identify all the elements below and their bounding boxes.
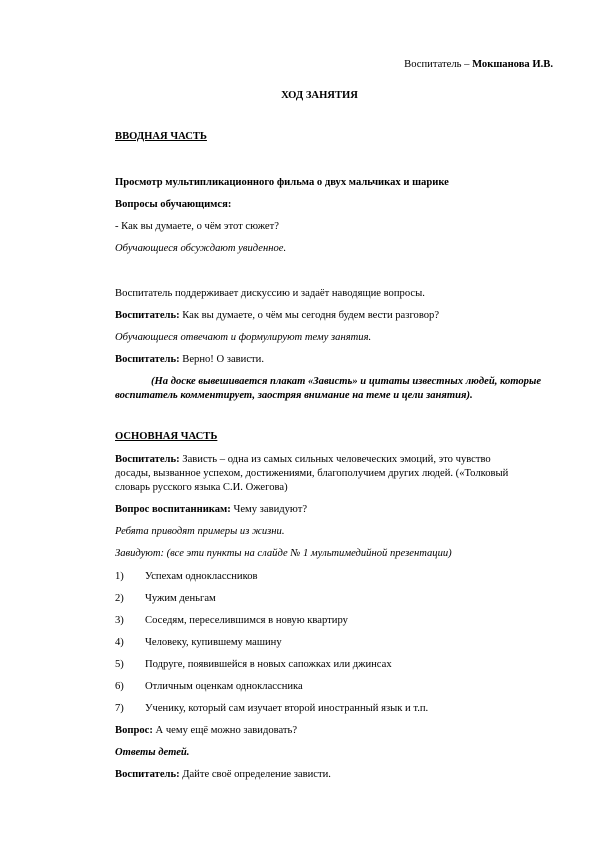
teacher-question-paragraph: [115, 309, 439, 322]
teacher-label: Воспитатель:: [115, 310, 180, 321]
teacher-name: Мокшанова И.В.: [472, 59, 553, 70]
questions-label: Вопросы обучающимся:: [115, 199, 232, 210]
teacher-confirm-text: Верно! О зависти.: [179, 354, 264, 365]
teacher-label: Воспитатель:: [115, 354, 180, 365]
list-item-number: 2): [115, 593, 124, 604]
teacher-credit-label: Воспитатель –: [404, 59, 473, 70]
students-discuss-paragraph: Обучающиеся обсуждают увиденное.: [115, 243, 287, 254]
envy-label: Завидуют: (все эти пункты на слайде № 1 мультимедийной презентации): [115, 548, 452, 559]
teacher-question-main-text: Чему завидуют?: [230, 504, 308, 515]
kids-examples-paragraph: Ребята приводят примеры из жизни.: [115, 526, 285, 537]
question-main-text: А чему ещё можно завидовать?: [152, 725, 298, 736]
teacher-confirm-paragraph: [115, 353, 264, 366]
list-item: [115, 658, 392, 671]
list-item-text: Чужим деньгам: [145, 593, 216, 604]
board-note-line-1: (На доске вывешивается плакат «Зависть» и цитаты известных людей, которые: [151, 376, 542, 387]
teacher-question-main: [115, 503, 307, 516]
teacher-label: Воспитатель:: [115, 454, 180, 465]
question-paragraph: - Как вы думаете, о чём этот сюжет?: [115, 221, 279, 232]
list-item-text: Успехам одноклассников: [145, 571, 258, 582]
definition-line-3: словарь русского языка С.И. Ожегова): [115, 482, 288, 493]
definition-line-2: досады, вызванное успехом, достижениями, благополучием других людей. («Толковый: [115, 468, 509, 479]
list-item-text: Отличным оценкам одноклассника: [145, 681, 303, 692]
list-item-text: Человеку, купившему машину: [145, 637, 282, 648]
teacher-task-text: Дайте своё определение зависти.: [179, 769, 331, 780]
list-item: [115, 636, 282, 649]
list-item: [115, 592, 216, 605]
list-item-number: 7): [115, 703, 124, 714]
question-main: [115, 724, 297, 737]
teacher-task: [115, 768, 331, 781]
list-item-number: 1): [115, 571, 124, 582]
question-label: Вопрос:: [115, 725, 153, 736]
list-item-text: Ученику, который сам изучает второй иностранный язык и т.п.: [145, 703, 429, 714]
teacher-supports-paragraph: Воспитатель поддерживает дискуссию и задаёт наводящие вопросы.: [115, 288, 425, 299]
students-answer-paragraph: Обучающиеся отвечают и формулируют тему занятия.: [115, 332, 372, 343]
board-note-line-2: воспитатель комментирует, заостряя внимание на теме и цели занятия).: [115, 390, 473, 401]
teacher-question-label: Вопрос воспитанникам:: [115, 504, 231, 515]
list-item-number: 3): [115, 615, 124, 626]
page-title: ХОД ЗАНЯТИЯ: [281, 90, 358, 101]
list-item: [115, 570, 258, 583]
teacher-credit: [404, 58, 553, 71]
intro-heading: ВВОДНАЯ ЧАСТЬ: [115, 131, 207, 142]
main-heading: ОСНОВНАЯ ЧАСТЬ: [115, 431, 218, 442]
teacher-label: Воспитатель:: [115, 769, 180, 780]
list-item-number: 5): [115, 659, 124, 670]
teacher-question-text: Как вы думаете, о чём мы сегодня будем вести разговор?: [179, 310, 440, 321]
list-item-number: 4): [115, 637, 124, 648]
children-answers: Ответы детей.: [115, 747, 190, 758]
list-item-number: 6): [115, 681, 124, 692]
list-item: [115, 702, 428, 715]
definition-line-1: [115, 453, 491, 466]
list-item: [115, 614, 348, 627]
list-item-text: Соседям, переселившимся в новую квартиру: [145, 615, 348, 626]
definition-text-1: Зависть – одна из самых сильных человеческих эмоций, это чувство: [179, 454, 491, 465]
film-paragraph: Просмотр мультипликационного фильма о двух мальчиках и шарике: [115, 177, 449, 188]
list-item-text: Подруге, появившейся в новых сапожках или джинсах: [145, 659, 392, 670]
list-item: [115, 680, 303, 693]
